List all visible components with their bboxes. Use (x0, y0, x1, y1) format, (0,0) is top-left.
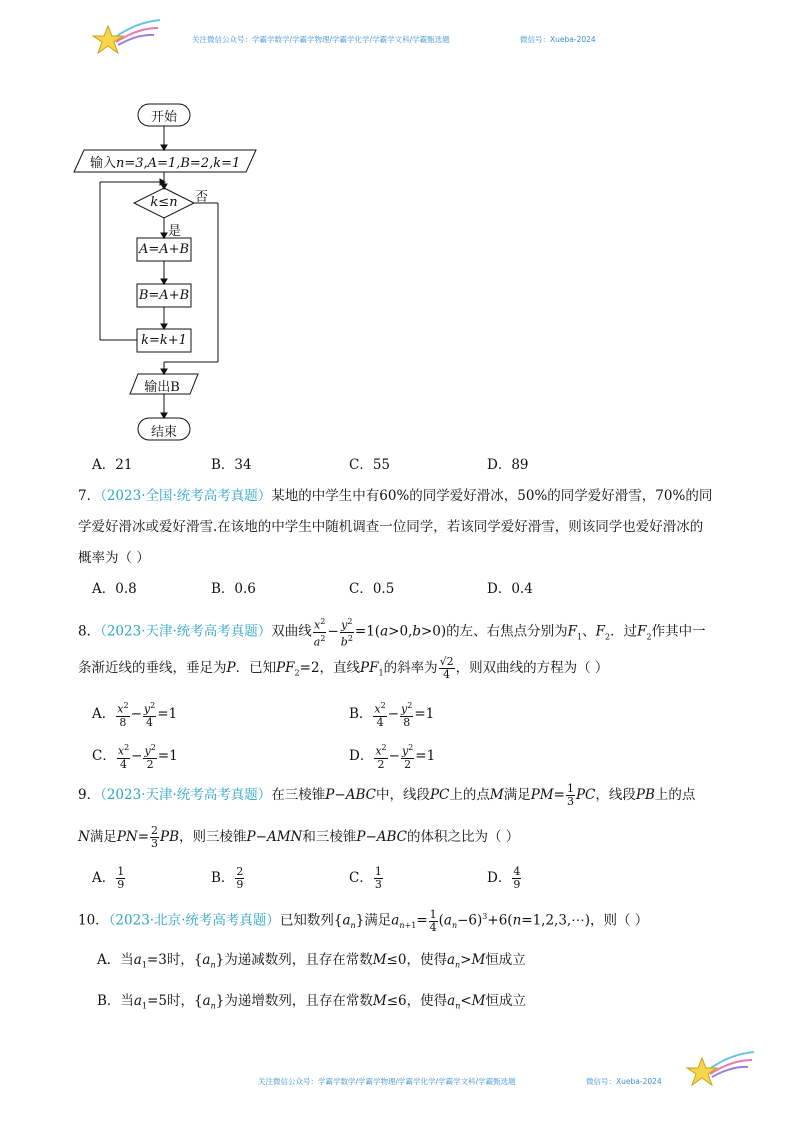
q7-text-1: 某地的中学生中有60%的同学爱好滑冰，50%的同学爱好滑雪，70%的同 (271, 488, 713, 504)
q9-option-a: A． $\frac{1}{9}$ (92, 865, 125, 891)
footer-wechat: 微信号：Xueba-2024 (586, 1077, 662, 1086)
q8-option-c: C． $\frac{x^2}{4}$ − $\frac{y^2}{2}$ =1 (92, 743, 178, 771)
q7-option-c: C．0.5 (349, 581, 395, 597)
header-star-logo (92, 14, 162, 58)
q6-option-a: A．21 (92, 457, 133, 473)
footer-star-logo (686, 1046, 756, 1090)
flowchart-end-label: 结束 (150, 425, 177, 440)
flowchart-output-label: 输出B (144, 380, 180, 395)
flowchart (70, 98, 270, 448)
header-wechat: 微信号：Xueba-2024 (520, 35, 596, 44)
footer-text: 关注微信公众号：学霸学数学/学霸学物理/学霸学化学/学霸学文科/学霸甄选题 (258, 1077, 516, 1086)
flowchart-input-label: 输入n=3,A=1,B=2,k=1 (90, 156, 241, 171)
q9-option-d: D． $\frac{4}{9}$ (487, 865, 521, 891)
q8-option-d: D． $\frac{x^2}{2}$ − $\frac{y^2}{2}$ =1 (349, 743, 436, 771)
q7-source: （2023·全国·统考高考真题） (100, 488, 272, 504)
q8-formula-y2b2: $\frac{y^2}{b^2}$ (340, 617, 353, 649)
q9-line-1: 9．（2023·天津·统考高考真题）在三棱锥P−ABC中，线段PC上的点M满足PM= $\frac{1}{3}$ PC，线段PB上的点 (78, 782, 696, 808)
q7-number: 7． (78, 488, 101, 504)
q8-formula-x2a2: $\frac{x^2}{a^2}$ (313, 617, 326, 649)
q10-option-a: A．当$a_1=3$时，$\{a_n\}$为递减数列，且存在常数M≤0，使得$a_n>M$恒成立 (97, 952, 526, 970)
q7-line-1 (78, 486, 712, 506)
flowchart-step3-label: k=k+1 (141, 333, 187, 348)
flowchart-condition-label: k≤n (150, 195, 178, 210)
flowchart-yes-label: 是 (168, 224, 182, 239)
q6-option-d: D．89 (487, 457, 529, 473)
q7-option-b: B．0.6 (211, 581, 256, 597)
header-text: 关注微信公众号：学霸学数学/学霸学物理/学霸学化学/学霸学文科/学霸甄选题 (192, 35, 450, 44)
flowchart-input-vars: n=3,A=1,B=2,k=1 (116, 156, 241, 171)
q8-line-2: 条渐近线的垂线，垂足为P．已知$PF_2=2$，直线$PF_1$的斜率为 $\frac{√2}{4}$ ，则双曲线的方程为（ ） (78, 655, 609, 681)
q6-option-c: C．55 (349, 457, 391, 473)
q7-option-d: D．0.4 (487, 581, 533, 597)
q8-option-b: B． $\frac{x^2}{4}$ − $\frac{y^2}{8}$ =1 (349, 701, 435, 729)
flowchart-no-label: 否 (195, 190, 209, 205)
q7-option-a: A．0.8 (92, 581, 137, 597)
flowchart-step1-label: A=A+B (138, 242, 190, 257)
q8-slope: $\frac{√2}{4}$ (439, 655, 454, 681)
q9-option-b: B． $\frac{2}{9}$ (211, 865, 244, 891)
q8-source: （2023·天津·统考高考真题） (100, 623, 272, 640)
q6-option-b: B．34 (211, 457, 252, 473)
q7-line-2: 学爱好滑冰或爱好滑雪.在该地的中学生中随机调查一位同学，若该同学爱好滑雪，则该同学也爱好滑冰的 (78, 519, 704, 535)
q10-source: （2023·北京·统考高考真题） (108, 912, 280, 929)
q9-option-c: C． $\frac{1}{3}$ (349, 865, 382, 891)
flowchart-step2-label: B=A+B (138, 288, 190, 303)
q10-line-1: 10．（2023·北京·统考高考真题）已知数列$\{a_n\}$满足$a_{n+1}=$ $\frac{1}{4}$ $(a_n-6)^3+6(n=1,2,3,\cdots)$，则（ ） (78, 907, 649, 934)
q10-option-b: B．当$a_1=5$时，$\{a_n\}$为递增数列，且存在常数M≤6，使得$a_n<M$恒成立 (97, 993, 526, 1011)
flowchart-start-label: 开始 (150, 110, 177, 125)
q8-line-1: 8．（2023·天津·统考高考真题）双曲线 $\frac{x^2}{a^2}$ − $\frac{y^2}{b^2}$ =1(a>0,b>0)的左、右焦点分别为$F_1$、$F_2$．过$F_2$作其中一 (78, 617, 706, 649)
q7-line-3: 概率为（ ） (78, 550, 150, 566)
q9-line-2: N满足PN= $\frac{2}{3}$ PB，则三棱锥P−AMN和三棱锥P−ABC的体积之比为（ ） (78, 824, 520, 850)
q8-option-a: A． $\frac{x^2}{8}$ − $\frac{y^2}{4}$ =1 (92, 701, 178, 729)
q8-number: 8． (78, 623, 101, 640)
q9-source: （2023·天津·统考高考真题） (100, 787, 272, 803)
